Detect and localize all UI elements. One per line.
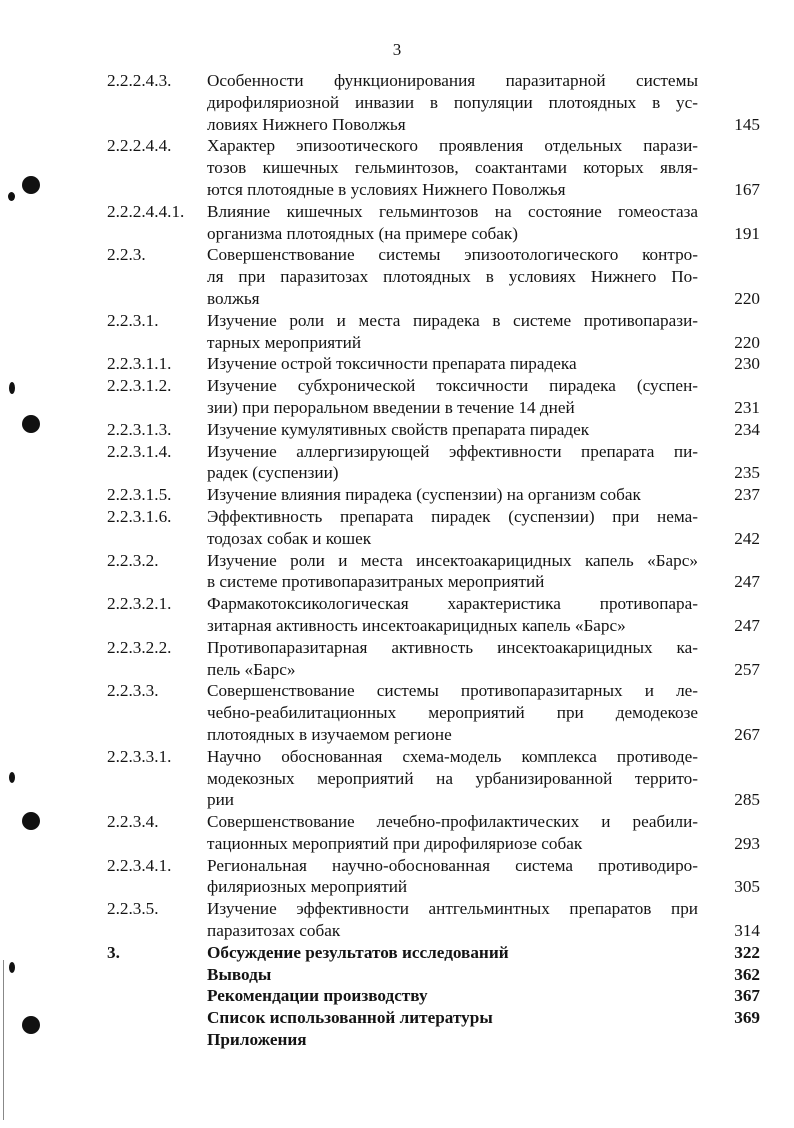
toc-entry-title-line: Влияние кишечных гельминтозов на состояние гомеостаза xyxy=(207,201,698,221)
toc-entry-title xyxy=(207,375,698,419)
toc-entry-number: 2.2.3.2. xyxy=(107,550,159,570)
page-number: 3 xyxy=(392,40,402,59)
toc-entry-number: 2.2.3.1.5. xyxy=(107,485,172,505)
toc-entry xyxy=(0,985,794,1007)
toc-entry xyxy=(0,593,794,637)
toc-entry-number: 2.2.3.5. xyxy=(107,899,159,919)
toc-entry-number: 2.2.3.1.1. xyxy=(107,354,172,374)
toc-entry xyxy=(0,506,794,550)
toc-entry-page: 145 xyxy=(734,114,760,134)
toc-entry-title-line: радек (суспензии) xyxy=(207,463,339,483)
toc-entry-title-line: Эффективность препарата пирадек (суспензии) при нема- xyxy=(207,506,698,526)
toc-entry-title-line: Научно обоснованная схема-модель комплекса противоде- xyxy=(207,746,698,766)
toc-entry-title-line: Изучение кумулятивных свойств препарата пирадек xyxy=(207,419,590,439)
toc-entry-number: 2.2.3.3. xyxy=(107,681,159,701)
hole-punch-mark xyxy=(22,1016,40,1034)
toc-entry-title xyxy=(207,244,698,309)
toc-entry xyxy=(0,70,794,135)
toc-entry-title-line: ются плотоядные в условиях Нижнего Поволжья xyxy=(207,179,566,199)
toc-entry-title-line: модекозных мероприятий на урбанизированной террито- xyxy=(207,768,698,788)
toc-entry-title xyxy=(207,855,698,899)
toc-entry-number: 2.2.3.2.1. xyxy=(107,594,172,614)
toc-entry-page: 267 xyxy=(734,724,760,744)
hole-punch-mark xyxy=(9,772,15,783)
toc-entry xyxy=(0,484,794,506)
toc-entry-page: 247 xyxy=(734,615,760,635)
toc-entry-title-line: Рекомендации производству xyxy=(207,986,428,1006)
toc-entry-title-line: зитарная активность инсектоакарицидных капель «Барс» xyxy=(207,615,626,635)
toc-entry-title-line: дирофиляриозной инвазии в популяции плотоядных в ус- xyxy=(207,92,698,112)
toc-entry-number: 2.2.3.1.6. xyxy=(107,506,172,526)
hole-punch-mark xyxy=(9,382,15,394)
toc-entry-page: 220 xyxy=(734,332,760,352)
toc-entry-title-line: Совершенствование лечебно-профилактических и реабили- xyxy=(207,812,698,832)
toc-entry-title-line: Изучение влияния пирадека (суспензии) на организм собак xyxy=(207,485,641,505)
toc-entry-title-line: Список использованной литературы xyxy=(207,1008,493,1028)
toc-entry-title xyxy=(207,310,698,354)
hole-punch-mark xyxy=(8,192,15,201)
toc-entry-title-line: Изучение роли и места инсектоакарицидных капель «Барс» xyxy=(207,550,698,570)
toc-entry-page: 257 xyxy=(734,659,760,679)
toc-entry-title-line: Совершенствование системы эпизоотологического контро- xyxy=(207,245,698,265)
toc-entry-title-line: Изучение роли и места пирадека в системе противопарази- xyxy=(207,310,698,330)
toc-entry xyxy=(0,201,794,245)
toc-entry xyxy=(0,353,794,375)
toc-entry xyxy=(0,855,794,899)
toc-entry xyxy=(0,746,794,811)
toc-entry-number: 2.2.2.4.4.1. xyxy=(107,201,185,221)
toc-entry-title xyxy=(207,942,698,964)
scan-edge-line xyxy=(3,960,4,1120)
toc-entry-title-line: Изучение субхронической токсичности пирадека (суспен- xyxy=(207,376,698,396)
toc-entry-title-line: пель «Барс» xyxy=(207,659,296,679)
toc-entry-number: 2.2.2.4.3. xyxy=(107,71,172,90)
toc-entry-title xyxy=(207,201,698,245)
toc-entry-page: 242 xyxy=(734,528,760,548)
toc-entry-title xyxy=(207,1029,698,1051)
toc-entry-page: 322 xyxy=(734,942,760,962)
toc-entry-title xyxy=(207,593,698,637)
hole-punch-mark xyxy=(22,812,40,830)
toc-entry xyxy=(0,964,794,986)
toc-entry-title xyxy=(207,746,698,811)
toc-entry-title-line: волжья xyxy=(207,288,260,308)
toc-entry-title-line: в системе противопаразитраных мероприятий xyxy=(207,572,545,592)
toc-entry-title-line: плотоядных в изучаемом регионе xyxy=(207,724,452,744)
toc-entry-title xyxy=(207,353,698,375)
toc-entry-title-line: Противопаразитарная активность инсектоакарицидных ка- xyxy=(207,637,698,657)
toc-entry-title xyxy=(207,898,698,942)
toc-entry-title-line: Обсуждение результатов исследований xyxy=(207,942,509,962)
toc-entry-number: 3. xyxy=(107,942,120,962)
toc-entry-title xyxy=(207,70,698,135)
toc-entry-title-line: рии xyxy=(207,790,234,810)
toc-entry-title xyxy=(207,419,698,441)
hole-punch-mark xyxy=(9,962,15,973)
toc-entry-title xyxy=(207,637,698,681)
toc-entry xyxy=(0,550,794,594)
toc-entry xyxy=(0,942,794,964)
toc-entry-number: 2.2.3.2.2. xyxy=(107,637,172,657)
toc-entry-title-line: паразитозах собак xyxy=(207,921,341,941)
toc-entry-page: 369 xyxy=(734,1008,760,1028)
toc-entry-page: 285 xyxy=(734,790,760,810)
toc-entry-title-line: Приложения xyxy=(207,1030,307,1050)
toc-entry xyxy=(0,441,794,485)
hole-punch-mark xyxy=(22,176,40,194)
toc-entry-page: 367 xyxy=(734,986,760,1006)
toc-entry-number: 2.2.3.1. xyxy=(107,310,159,330)
toc-entry-title-line: тационных мероприятий при дирофиляриозе собак xyxy=(207,833,583,853)
toc-entry-page: 314 xyxy=(734,921,760,941)
toc-entry xyxy=(0,1029,794,1051)
toc-entry-title xyxy=(207,484,698,506)
toc-entry-page: 362 xyxy=(734,964,760,984)
toc-entry-title xyxy=(207,964,698,986)
toc-entry-title-line: ля при паразитозах плотоядных в условиях Нижнего По- xyxy=(207,267,698,287)
toc-entry xyxy=(0,1007,794,1029)
toc-entry-number: 2.2.3.1.2. xyxy=(107,376,172,396)
toc-entry xyxy=(0,811,794,855)
toc-entry-title-line: Выводы xyxy=(207,964,272,984)
toc-entry-title-line: зии) при пероральном введении в течение 14 дней xyxy=(207,397,575,417)
toc-entry-page: 230 xyxy=(734,354,760,374)
toc-entry-title-line: Фармакотоксикологическая характеристика противопара- xyxy=(207,594,698,614)
toc-entry-title-line: Изучение эффективности антгельминтных препаратов при xyxy=(207,899,698,919)
toc-entry xyxy=(0,637,794,681)
toc-entry-page: 234 xyxy=(734,419,760,439)
toc-entry-number: 2.2.3. xyxy=(107,245,146,265)
toc-entry-title xyxy=(207,1007,698,1029)
toc-entry-page: 231 xyxy=(734,397,760,417)
toc-entry xyxy=(0,244,794,309)
toc-entry-title-line: Характер эпизоотического проявления отдельных парази- xyxy=(207,136,698,156)
toc-entry xyxy=(0,419,794,441)
hole-punch-mark xyxy=(22,415,40,433)
table-of-contents xyxy=(0,70,794,1051)
toc-entry xyxy=(0,680,794,745)
toc-entry-title-line: Региональная научно-обоснованная система противодиро- xyxy=(207,855,698,875)
toc-entry-title-line: Изучение острой токсичности препарата пирадека xyxy=(207,354,577,374)
toc-entry-title xyxy=(207,680,698,745)
toc-entry-title xyxy=(207,441,698,485)
toc-entry-title-line: филяриозных мероприятий xyxy=(207,877,408,897)
toc-entry-title xyxy=(207,135,698,200)
toc-entry-title-line: Совершенствование системы противопаразитарных и ле- xyxy=(207,681,698,701)
toc-entry-title-line: тодозах собак и кошек xyxy=(207,528,372,548)
toc-entry-number: 2.2.3.1.3. xyxy=(107,419,172,439)
toc-entry-title-line: Особенности функционирования паразитарной системы xyxy=(207,71,698,90)
toc-entry-title xyxy=(207,811,698,855)
toc-entry-page: 293 xyxy=(734,833,760,853)
toc-entry-page: 235 xyxy=(734,463,760,483)
toc-entry-number: 2.2.3.4.1. xyxy=(107,855,172,875)
toc-entry-page: 191 xyxy=(734,223,760,243)
toc-entry xyxy=(0,310,794,354)
toc-entry-title-line: чебно-реабилитационных мероприятий при демодекозе xyxy=(207,703,698,723)
toc-entry-page: 237 xyxy=(734,485,760,505)
toc-entry xyxy=(0,898,794,942)
toc-entry-title xyxy=(207,985,698,1007)
toc-entry xyxy=(0,135,794,200)
toc-entry-page: 220 xyxy=(734,288,760,308)
toc-entry-title-line: тарных мероприятий xyxy=(207,332,362,352)
toc-entry-page: 247 xyxy=(734,572,760,592)
toc-entry-title xyxy=(207,506,698,550)
toc-entry-page: 305 xyxy=(734,877,760,897)
toc-entry-title-line: Изучение аллергизирующей эффективности препарата пи- xyxy=(207,441,698,461)
toc-entry-number: 2.2.2.4.4. xyxy=(107,136,172,156)
toc-entry-title-line: организма плотоядных (на примере собак) xyxy=(207,223,519,243)
toc-entry-number: 2.2.3.3.1. xyxy=(107,746,172,766)
toc-entry-page: 167 xyxy=(734,179,760,199)
toc-entry-title-line: тозов кишечных гельминтозов, соактантами которых явля- xyxy=(207,158,698,178)
toc-entry xyxy=(0,375,794,419)
toc-entry-number: 2.2.3.1.4. xyxy=(107,441,172,461)
toc-entry-title-line: ловиях Нижнего Поволжья xyxy=(207,114,406,134)
toc-entry-title xyxy=(207,550,698,594)
toc-entry-number: 2.2.3.4. xyxy=(107,812,159,832)
